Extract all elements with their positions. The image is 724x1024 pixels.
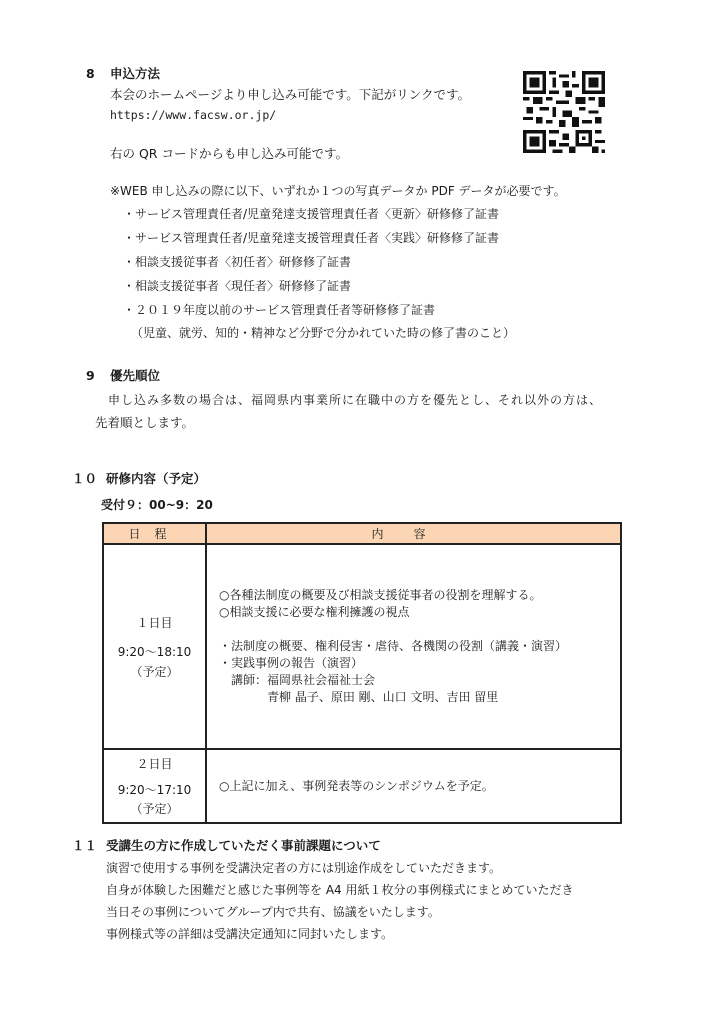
required-doc-item: ・サービス管理責任者/児童発達支援管理責任者〈更新〉研修修了証書 [123, 207, 500, 221]
section11-line: 演習で使用する事例を受講決定者の方には別途作成をしていただきます。 [106, 861, 502, 875]
lecturer-org: 講師：福岡県社会福祉士会 [219, 673, 376, 687]
tentative-label: （予定） [130, 802, 179, 816]
required-doc-item: ・サービス管理責任者/児童発達支援管理責任者〈実践〉研修修了証書 [123, 231, 500, 245]
section8-title: 申込方法 [110, 66, 161, 81]
day2-cell [103, 749, 206, 823]
section11-line: 自身が体験した困難だと感じた事例等を A4 用紙１枚分の事例様式にまとめていただき [106, 883, 574, 897]
required-doc-item: ・２０１９年度以前のサービス管理責任者等研修修了証書 [123, 303, 436, 317]
day1-cell [103, 544, 206, 749]
time-range: 9:20～18:10 [117, 644, 192, 659]
tentative-label: （予定） [130, 664, 179, 679]
section11-line: 事例様式等の詳細は受講決定通知に同封いたします。 [106, 927, 394, 941]
table-row [103, 749, 621, 823]
section10-number: １０ [72, 471, 98, 486]
section8-number: 8 [86, 66, 95, 81]
day1-content [206, 544, 621, 749]
content-line: ○相談支援に必要な権利擁護の視点 [219, 605, 410, 619]
section8-line1: 本会のホームページより申し込み可能です。下記がリンクです。 [110, 87, 471, 102]
content-line: ・法制度の概要、権利侵害・虐待、各機関の役割（講義・演習） [219, 639, 568, 653]
section9-number: 9 [86, 368, 95, 383]
qr-code-icon[interactable] [523, 71, 605, 153]
day-label: ２日目 [136, 757, 173, 771]
day2-content [206, 749, 621, 823]
section11-number: １１ [72, 838, 98, 853]
header-schedule: 日程 [103, 523, 206, 544]
section8-qr-note: 右の QR コードからも申し込み可能です。 [110, 146, 348, 161]
website-link[interactable]: https://www.facsw.or.jp/ [110, 108, 277, 122]
lecturer-names: 青柳 晶子、原田 剛、山口 文明、吉田 留里 [219, 690, 499, 704]
section10-title: 研修内容（予定） [106, 471, 207, 486]
required-doc-item: ・相談支援従事者〈現任者〉研修修了証書 [123, 279, 352, 293]
content-line [219, 621, 620, 638]
reception-time: 受付９：00~9：20 [101, 498, 213, 512]
content-line: ○各種法制度の概要及び相談支援従事者の役割を理解する。 [219, 588, 542, 602]
table-row [103, 544, 621, 749]
section11-line: 当日その事例についてグループ内で共有、協議をいたします。 [106, 905, 440, 919]
section9-title: 優先順位 [110, 368, 161, 383]
schedule-table [102, 522, 622, 824]
section11-title: 受講生の方に作成していただく事前課題について [106, 838, 381, 853]
table-header-row [103, 523, 621, 544]
header-content: 内容 [206, 523, 621, 544]
section9-line2: 先着順とします。 [95, 415, 195, 430]
time-range: 9:20～17:10 [117, 783, 192, 797]
required-doc-item: ・相談支援従事者〈初任者〉研修修了証書 [123, 255, 352, 269]
section9-line1: 申し込み多数の場合は、福岡県内事業所に在職中の方を優先とし、それ以外の方は、 [108, 393, 603, 407]
content-line: ○上記に加え、事例発表等のシンポジウムを予定。 [219, 778, 494, 793]
data-requirement-note: ※WEB 申し込みの際に以下、いずれか１つの写真データか PDF データが必要です。 [110, 184, 566, 198]
content-line: ・実践事例の報告（演習） [219, 656, 364, 670]
required-doc-note: （児童、就労、知的・精神など分野で分かれていた時の修了書のこと） [131, 326, 516, 340]
day-label: １日目 [136, 615, 173, 630]
